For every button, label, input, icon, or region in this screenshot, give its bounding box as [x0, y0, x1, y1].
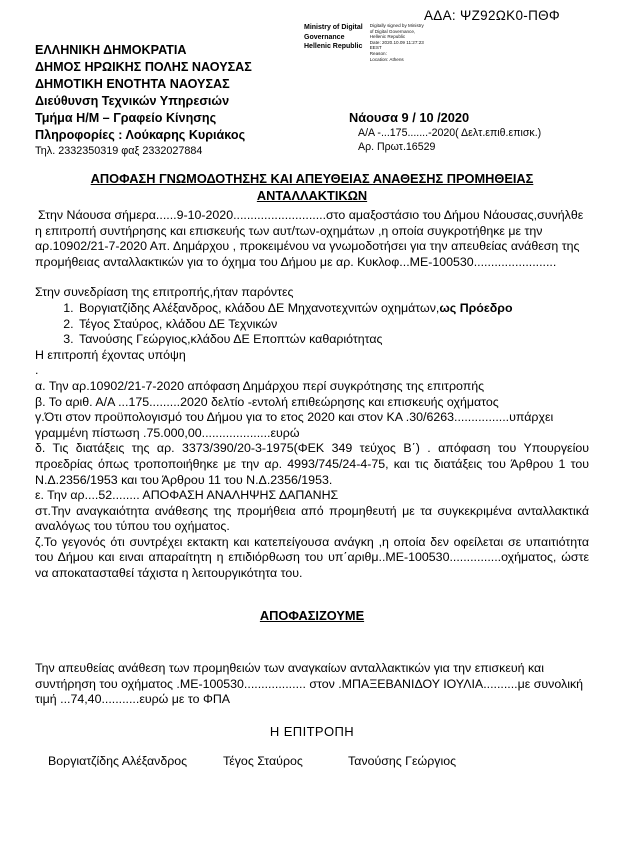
signature-name: Βοργιατζίδης Αλέξανδρος	[48, 753, 188, 768]
consideration-d: δ. Τις διατάξεις της αρ. 3373/390/20-3-1975(ΦΕΚ 349 τεύχος Β΄) . απόφαση του Υπουργείου προεδρίας όπως τροποποιήθηκε με την αρ. 4993/745/24-4-75, και τις διατάξεις του Άρθρου 1 του Ν.Δ.2356/1953 και του Άρθρου 11 του Ν.Δ.2356/1953.	[35, 441, 589, 487]
document-title: ΑΠΟΦΑΣΗ ΓΝΩΜΟΔΟΤΗΣΗΣ ΚΑΙ ΑΠΕΥΘΕΙΑΣ ΑΝΑΘΕΣΗΣ ΠΡΟΜΗΘΕΙΑΣ ΑΝΤΑΛΛΑΚΤΙΚΩΝ	[90, 171, 534, 203]
stamp-authority-line: Ministry of Digital	[304, 24, 363, 31]
stamp-sig-line: Hellenic Republic	[369, 34, 406, 40]
consideration-b: β. Το αριθ. Α/Α ...175.........2020 δελτίο -εντολή επιθεώρησης και επισκευής οχήματος	[35, 394, 499, 409]
intro-paragraph: Στην Νάουσα σήμερα......9-10-2020...........................στο αμαξοστάσιο του Δήμου Νάουσας,συνήλθε η επιτροπή συντήρησης και επισκευής των αυτ/των-οχημάτων ,η οποία συγκροτήθηκε με την αρ.10902/21-7-2020 Απ. Δημάρχου , προκειμένου να γνωμοδοτήσει για την απευθείας ανάθεση της προμήθειας ανταλλακτικών για το όχημα του Δήμου με αρ. Κυκλοφ...ΜΕ-100530........................	[35, 208, 584, 269]
attendees-intro: Στην συνεδρίαση της επιτροπής,ήταν παρόντες	[35, 285, 294, 300]
having-regard-line: Η επιτροπή έχοντας υπόψη	[35, 347, 186, 362]
header-contact-person: Πληροφορίες : Λούκαρης Κυριάκος	[35, 128, 246, 142]
document-body	[35, 208, 589, 774]
decision-heading: ΑΠΟΦΑΣΙΖΟΥΜΕ	[259, 607, 365, 623]
header-phone-fax: Τηλ. 2332350319 φαξ 2332027884	[35, 145, 203, 157]
attendees-list	[35, 301, 589, 348]
stamp-sig-line: Date: 2020.10.09 11:27:23	[369, 39, 424, 45]
consideration-a: α. Την αρ.10902/21-7-2020 απόφαση Δημάρχου περί συγκρότησης της επιτροπής	[35, 378, 485, 393]
attendee-item	[77, 317, 589, 333]
place-and-date: Νάουσα 9 / 10 /2020	[349, 110, 470, 125]
digital-signature-stamp	[304, 23, 424, 62]
stamp-sig-line: Digitally signed by Ministry	[369, 23, 424, 28]
stamp-authority	[304, 23, 363, 52]
stamp-sig-line: Reason:	[369, 50, 387, 56]
stamp-sig-line: Location: Athens	[369, 56, 404, 62]
attendee-role: ως Πρόεδρο	[439, 300, 513, 315]
header-municipal-unit: ΔΗΜΟΤΙΚΗ ΕΝΟΤΗΤΑ ΝΑΟΥΣΑΣ	[35, 77, 230, 91]
agency-header	[35, 42, 252, 159]
stamp-sig-line: of Digital Governance,	[369, 28, 416, 34]
consideration-c: γ.Ότι στον προϋπολογισμό του Δήμου για το ετος 2020 και στον ΚΑ .30/6263................υπάρχει γραμμένη πίστωση .75.000,00....................ευρώ	[35, 410, 554, 440]
attendee-text: Τέγος Σταύρος, κλάδου ΔΕ Τεχνικών	[79, 316, 278, 331]
header-directorate: Διεύθυνση Τεχνικών Υπηρεσιών	[35, 94, 230, 108]
date-protocol-block	[349, 110, 541, 154]
decision-paragraph: Την απευθείας ανάθεση των προμηθειών των αναγκαίων ανταλλακτικών για την επισκευή και συντήρηση του οχήματος .ΜΕ-100530.................. στον .ΜΠΑΞΕΒΑΝΙΔΟΥ ΙΟΥΛΙΑ..........με συνολική τιμή ...74,40...........ευρώ με το ΦΠΑ	[35, 661, 584, 707]
attendee-item	[77, 332, 589, 348]
signatures-row	[35, 754, 589, 774]
attendee-text: Τανούσης Γεώργιος,κλάδου ΔΕ Εποπτών καθαριότητας	[79, 332, 383, 347]
signature-name: Τανούσης Γεώργιος	[348, 753, 457, 768]
reference-number: Α/Α -...175.......-2020( Δελτ.επιθ.επισκ.)	[358, 127, 542, 139]
header-department: Τμήμα Η/Μ – Γραφείο Κίνησης	[35, 111, 217, 125]
consideration-z: ζ.Το γεγονός ότι συντρέχει εκτακτη και κατεπείγουσα ανάγκη ,η οποία δεν οφείλεται σε υπαιτιότητα του Δήμου και ειναι απαραίτητη η επιδιόρθωση του υπ΄αριθμ..ΜΕ-100530...............οχήματος, ώστε να αποκατασταθεί τάχιστα η λειτουργικότητα του.	[35, 534, 589, 581]
stamp-sig-line: EEST	[369, 45, 382, 51]
header-republic: ΕΛΛΗΝΙΚΗ ΔΗΜΟΚΡΑΤΙΑ	[35, 43, 187, 57]
ada-code: ΑΔΑ: ΨΖ92ΩΚ0-ΠΘΦ	[424, 8, 560, 23]
dot-line: .	[35, 363, 39, 378]
consideration-e: ε. Την αρ....52........ ΑΠΟΦΑΣΗ ΑΝΑΛΗΨΗΣ ΔΑΠΑΝΗΣ	[35, 488, 339, 503]
attendee-item	[77, 301, 589, 317]
consideration-st: στ.Την αναγκαιότητα ανάθεσης της προμήθεια από προμηθευτή με τα συγκεκριμένα ανταλλακτικά αναλόγως του τύπου του οχήματος.	[35, 503, 589, 534]
committee-heading: Η ΕΠΙΤΡΟΠΗ	[269, 724, 355, 740]
attendee-text: Βοργιατζίδης Αλέξανδρος, κλάδου ΔΕ Μηχανοτεχνιτών οχημάτων,	[79, 300, 440, 315]
stamp-authority-line: Hellenic Republic	[304, 43, 363, 50]
stamp-authority-line: Governance	[304, 33, 345, 41]
stamp-signature-details	[370, 23, 424, 62]
signature-name: Τέγος Σταύρος	[223, 753, 303, 768]
header-municipality: ΔΗΜΟΣ ΗΡΩΙΚΗΣ ΠΟΛΗΣ ΝΑΟΥΣΑΣ	[35, 60, 252, 74]
protocol-number: Αρ. Πρωτ.16529	[358, 141, 436, 153]
